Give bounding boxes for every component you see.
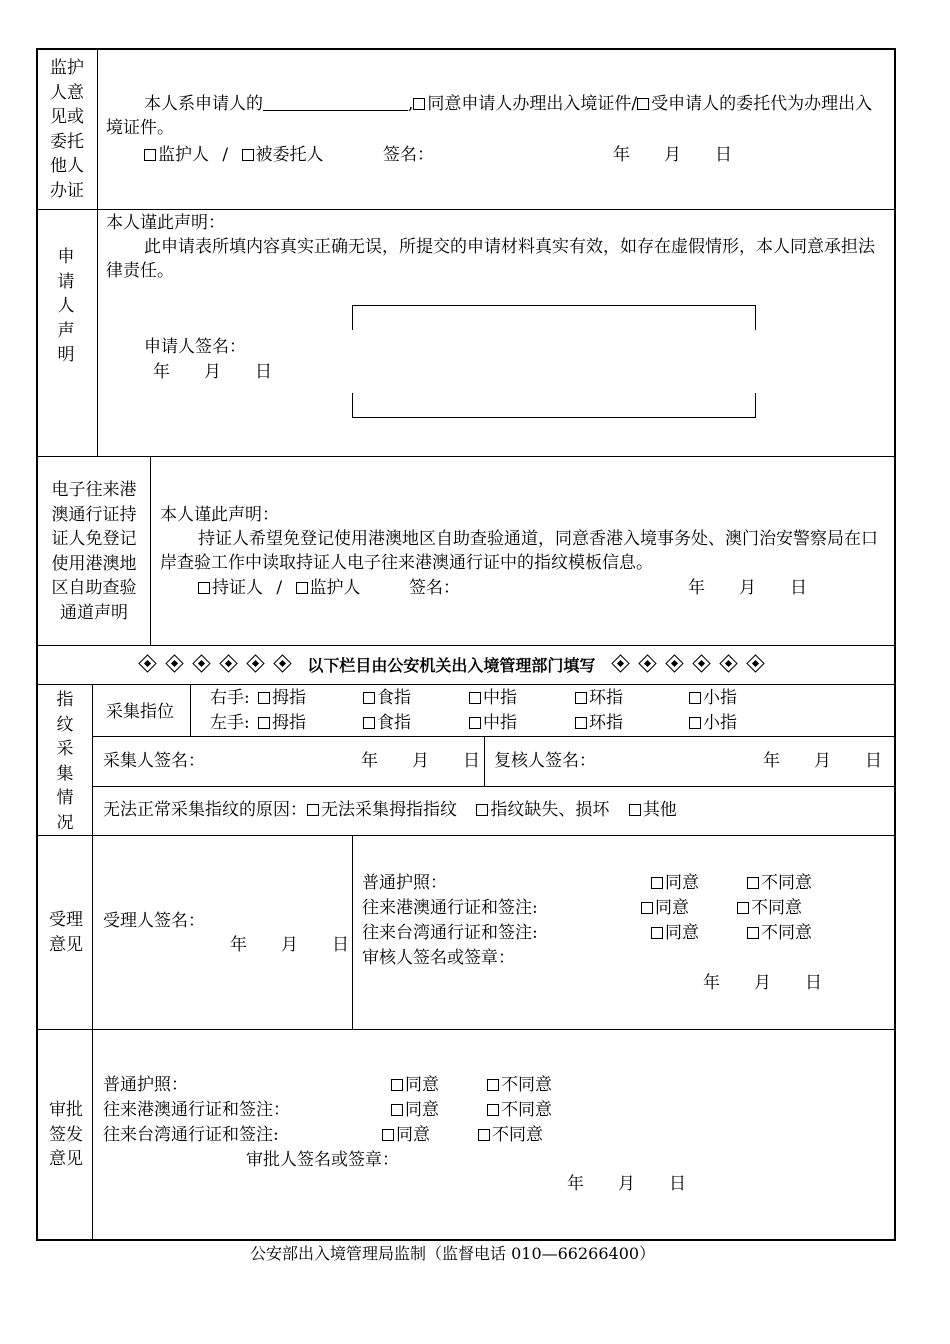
right-index-option[interactable]: 食指 [363,686,411,710]
right-thumb-option[interactable]: 拇指 [258,686,306,710]
e-pass-guardian-checkbox[interactable] [296,582,308,594]
e-pass-role-line: 持证人 / 监护人 [198,576,361,600]
left-middle-option[interactable]: 中指 [469,711,517,735]
holder-checkbox[interactable] [198,582,210,594]
divider [190,684,191,736]
approve-passport-disagree[interactable]: 不同意 [487,1073,552,1097]
applicant-declaration-body: 此申请表所填内容真实正确无误，所提交的申请材料真实有效，如存在虚假情形，本人同意承担法律责任。 [106,237,875,281]
guardian-sign-label: 签名： [383,145,434,165]
row-divider [37,684,895,685]
applicant-declaration-label: 申请人声明 [57,247,75,365]
approve-hkmo-disagree[interactable]: 不同意 [487,1098,552,1122]
e-pass-body: 持证人希望免登记使用港澳地区自助查验通道，同意香港入境事务处、澳门治安警察局在口岸查验工作中读取持证人电子往来港澳通行证中的指纹模板信息。 [160,529,878,573]
checkbox[interactable] [391,1104,403,1116]
reviewer-sign-date: 年 月 日 [763,751,882,771]
footer-supervision-note: 公安部出入境管理局监制（监督电话 010—66266400） [250,1244,656,1263]
left-thumb-checkbox[interactable] [258,717,270,729]
accept-passport-agree[interactable]: 同意 [651,871,699,895]
finger-position-label: 采集指位 [106,702,174,722]
checkbox[interactable] [747,927,759,939]
approve-hkmo-agree[interactable]: 同意 [391,1098,439,1122]
divider [92,684,93,1240]
guardian-checkbox[interactable] [144,149,156,161]
official-use-banner-text: 以下栏目由公安机关出入境管理部门填写 [307,656,596,675]
checkbox[interactable] [487,1104,499,1116]
right-little-checkbox[interactable] [689,692,701,704]
official-use-banner [134,654,769,678]
checkbox[interactable] [487,1079,499,1091]
diamond-icon [611,654,629,672]
divider [484,736,485,786]
right-ring-option[interactable]: 环指 [575,686,623,710]
right-index-checkbox[interactable] [363,692,375,704]
relationship-blank[interactable] [263,94,408,111]
collector-sign-label: 采集人签名： [103,751,205,771]
row-divider [92,736,895,737]
applicant-signature-area[interactable] [353,329,754,393]
entrusted-person-checkbox[interactable] [242,149,254,161]
right-middle-checkbox[interactable] [469,692,481,704]
acceptance-reviewer-sign: 审核人签名或签章： [362,948,515,968]
accept-taiwan-label: 往来台湾通行证和签注: [362,923,538,943]
divider [352,835,353,1029]
entrusted-checkbox[interactable] [637,98,649,110]
approve-passport-agree[interactable]: 同意 [391,1073,439,1097]
checkbox[interactable] [382,1129,394,1141]
checkbox[interactable] [641,902,653,914]
right-middle-option[interactable]: 中指 [469,686,517,710]
e-pass-intro: 本人谨此声明： [160,505,279,525]
acceptor-sign-date: 年 月 日 [230,935,349,955]
row-divider [37,645,895,646]
divider [97,49,98,209]
collector-sign-date: 年 月 日 [361,751,480,771]
e-pass-sign-date: 年 月 日 [688,578,807,598]
diamond-icon [165,654,183,672]
row-divider [37,1029,895,1030]
e-pass-sign-label: 签名： [409,578,460,598]
left-index-option[interactable]: 食指 [363,711,411,735]
acceptance-review-date: 年 月 日 [703,973,822,993]
applicant-declaration-intro: 本人谨此声明： [106,213,225,233]
accept-hkmo-agree[interactable]: 同意 [641,896,689,920]
approval-label: 审批签发意见 [49,1100,83,1169]
row-divider [37,835,895,836]
left-little-option[interactable]: 小指 [689,711,737,735]
checkbox[interactable] [737,902,749,914]
accept-hkmo-label: 往来港澳通行证和签注: [362,898,538,918]
diamond-icon [273,654,291,672]
accept-hkmo-disagree[interactable]: 不同意 [737,896,802,920]
checkbox[interactable] [747,877,759,889]
approver-sign-label: 审批人签名或签章： [246,1150,399,1170]
left-ring-checkbox[interactable] [575,717,587,729]
diamond-icon [246,654,264,672]
diamond-icon [692,654,710,672]
approve-hkmo-label: 往来港澳通行证和签注： [103,1100,290,1120]
diamond-icon [638,654,656,672]
left-little-checkbox[interactable] [689,717,701,729]
left-ring-option[interactable]: 环指 [575,711,623,735]
diamond-icon [719,654,737,672]
guardian-role-line: 监护人 / 被委托人 [144,143,324,167]
right-hand-label: 右手: [210,688,250,708]
approve-passport-label: 普通护照： [103,1075,188,1095]
accept-passport-disagree[interactable]: 不同意 [747,871,812,895]
left-thumb-option[interactable]: 拇指 [258,711,306,735]
diamond-icon [219,654,237,672]
accept-passport-label: 普通护照： [362,873,447,893]
left-hand-label: 左手: [210,713,250,733]
checkbox[interactable] [478,1129,490,1141]
diamond-icon [192,654,210,672]
applicant-sign-date: 年 月 日 [153,362,272,382]
right-ring-checkbox[interactable] [575,692,587,704]
reason-other-checkbox[interactable] [629,804,641,816]
fingerprint-label: 指纹采集情况 [56,690,74,833]
divider [150,456,151,645]
approver-sign-date: 年 月 日 [567,1174,686,1194]
row-divider [37,456,895,457]
acceptance-label: 受理意见 [49,910,83,955]
guardian-section-label: 监护人意见或委托他人办证 [50,58,84,201]
applicant-sign-label: 申请人签名： [144,337,246,357]
signature-box-bottom [352,393,756,418]
left-index-checkbox[interactable] [363,717,375,729]
divider [97,209,98,456]
checkbox[interactable] [391,1079,403,1091]
signature-box-top [352,305,756,330]
approve-taiwan-agree[interactable]: 同意 [382,1123,430,1147]
right-little-option[interactable]: 小指 [689,686,737,710]
e-pass-declaration-label: 电子往来港澳通行证持证人免登记使用港澳地区自助查验通道声明 [51,480,137,623]
reason-thumb-checkbox[interactable] [307,804,319,816]
approve-taiwan-disagree[interactable]: 不同意 [478,1123,543,1147]
reason-damaged-checkbox[interactable] [476,804,488,816]
row-divider [37,209,895,210]
checkbox[interactable] [651,927,663,939]
guardian-sign-date: 年 月 日 [613,145,732,165]
diamond-icon [665,654,683,672]
left-middle-checkbox[interactable] [469,717,481,729]
failure-reason-line: 无法正常采集指纹的原因： 无法采集拇指指纹 指纹缺失、损坏 其他 [103,800,677,820]
approve-taiwan-label: 往来台湾通行证和签注: [103,1125,279,1145]
row-divider [92,786,895,787]
diamond-icon [746,654,764,672]
accept-taiwan-disagree[interactable]: 不同意 [747,921,812,945]
accept-taiwan-agree[interactable]: 同意 [651,921,699,945]
diamond-icon [138,654,156,672]
reviewer-sign-label: 复核人签名： [494,751,596,771]
acceptor-sign-label: 受理人签名： [103,911,205,931]
right-thumb-checkbox[interactable] [258,692,270,704]
agree-checkbox[interactable] [413,98,425,110]
checkbox[interactable] [651,877,663,889]
guardian-statement: 本人系申请人的 , 同意申请人办理出入境证件/ 受申请人的委托代为办理出入境证件。 [106,94,873,138]
